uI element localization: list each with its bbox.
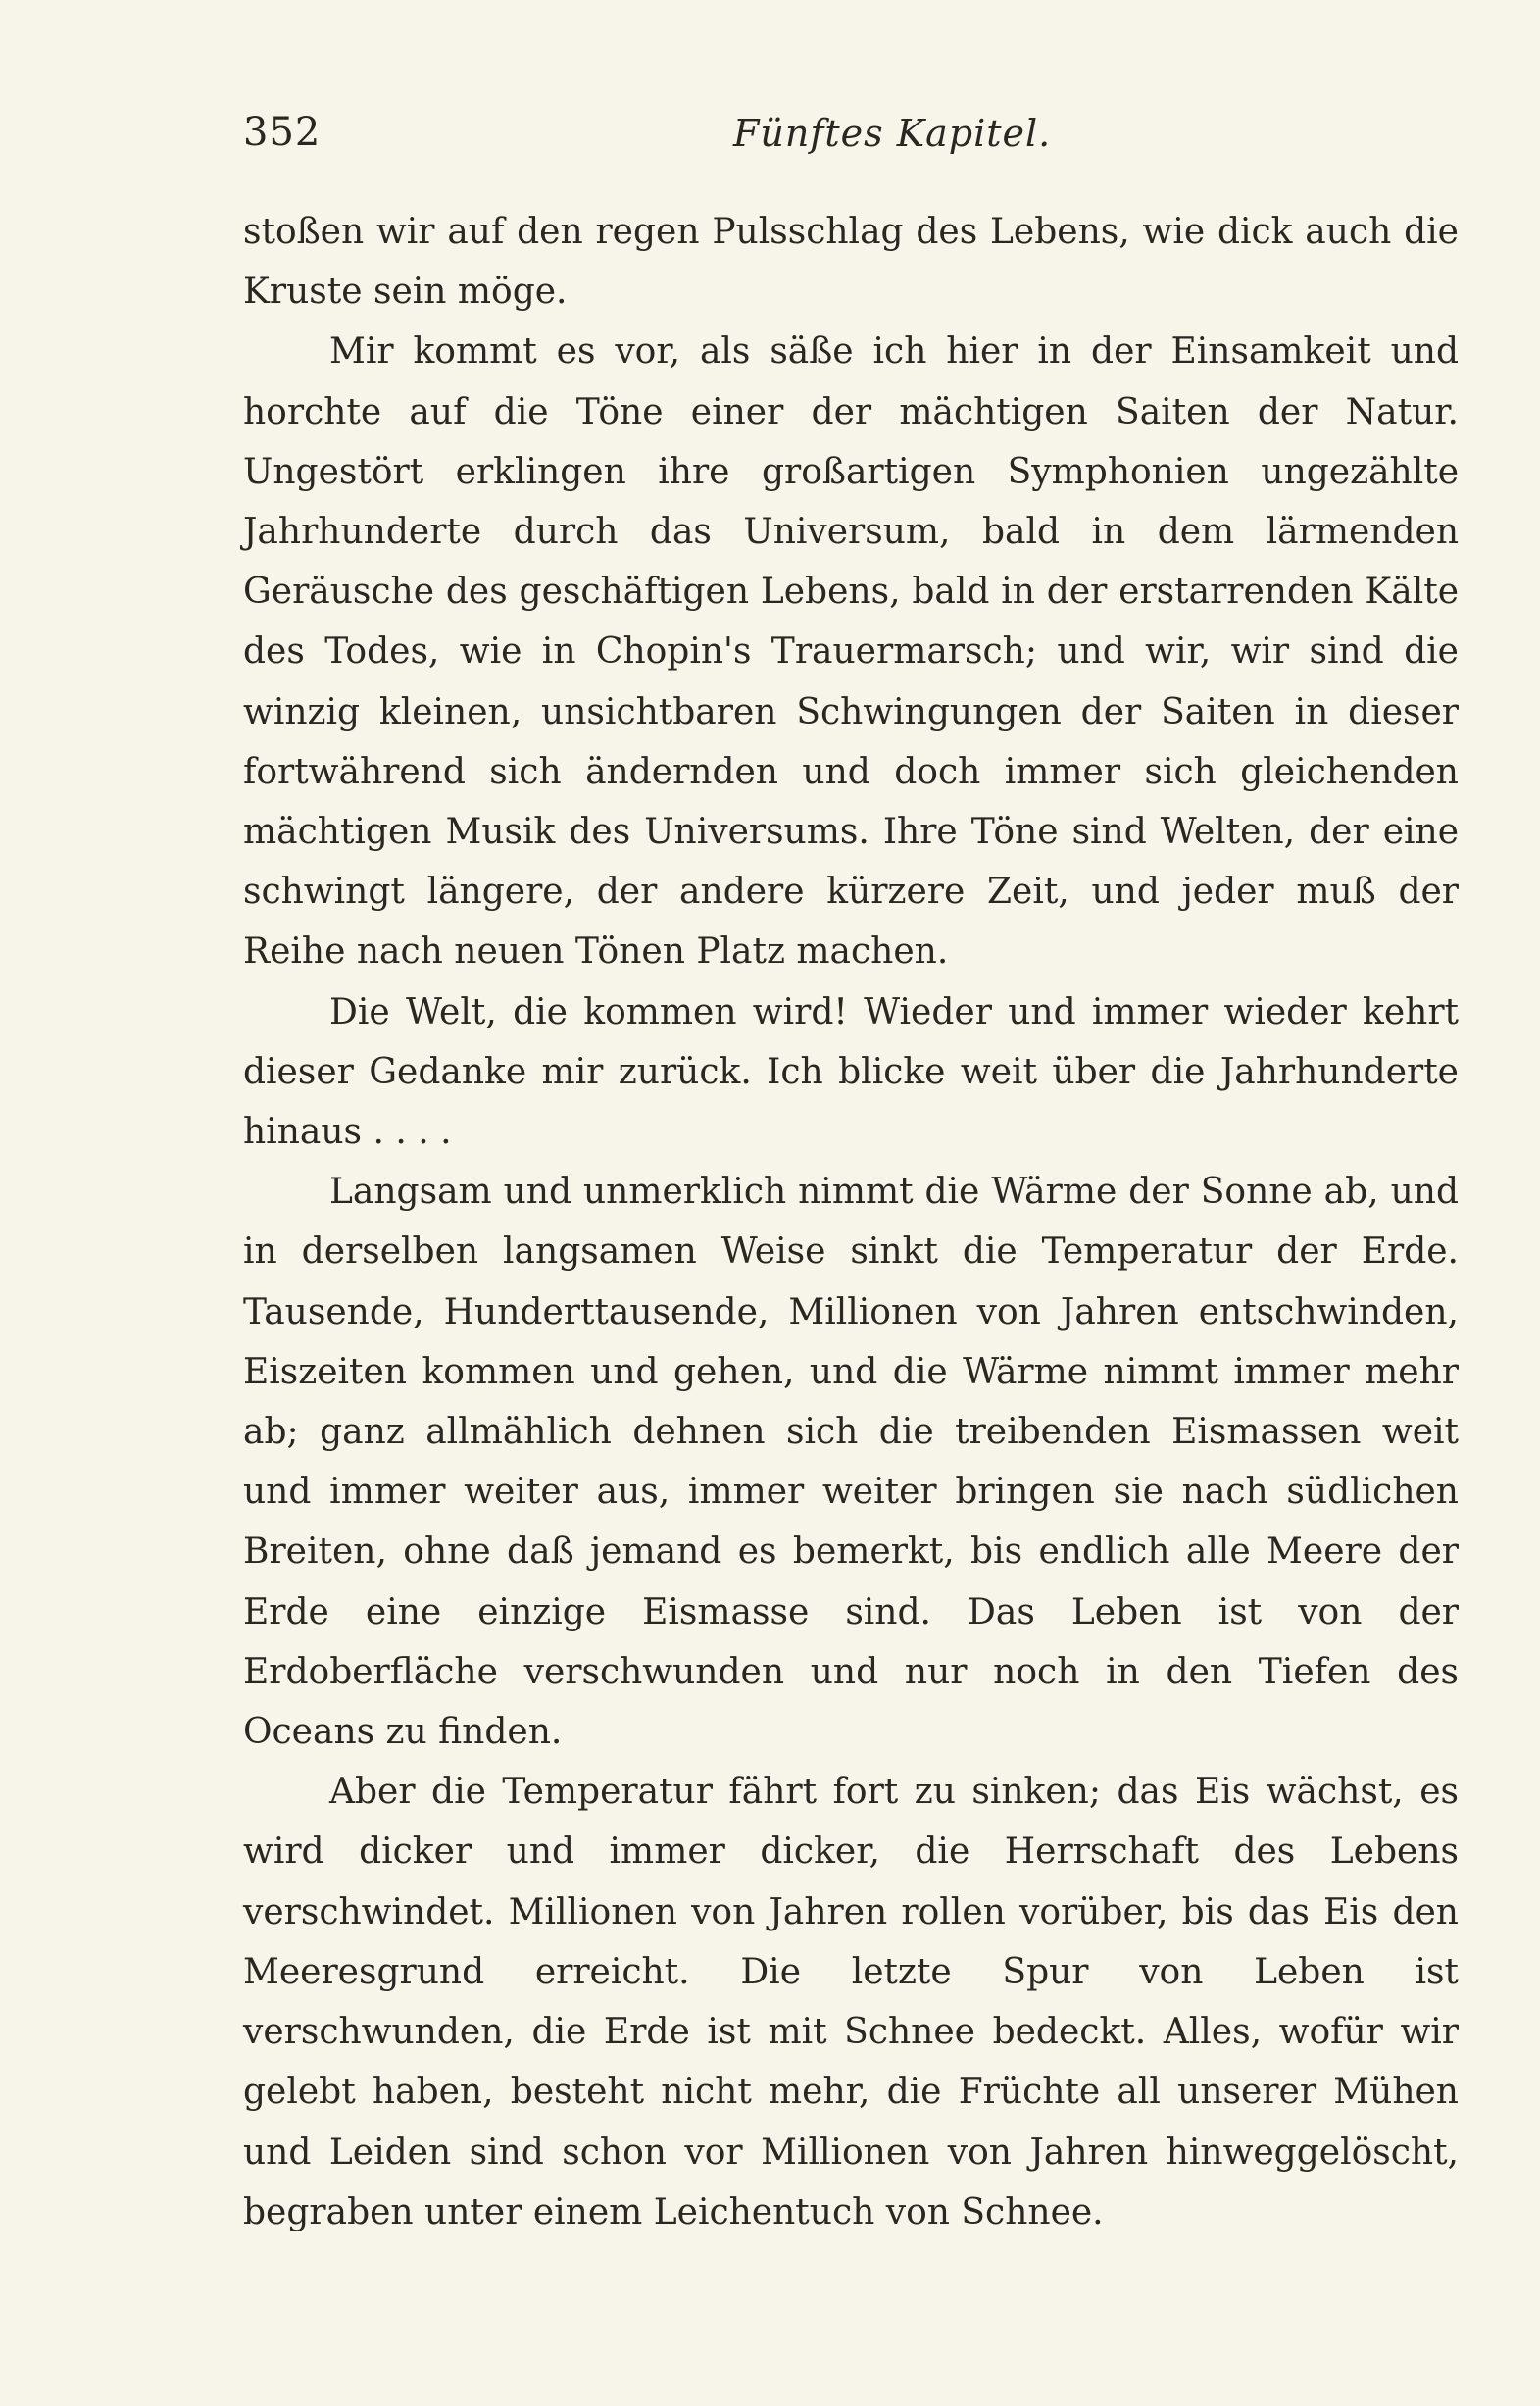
paragraph: Mir kommt es vor, als säße ich hier in der Einsamkeit und horchte auf die Töne einer der mächtigen Saiten der Natur. Ungestört erklingen ihre großartigen Symphonien ungezählte Jahrhunderte durch das Universum, bald in dem lärmenden Geräusche des geschäftigen Lebens, bald in der erstarrenden Kälte des Todes, wie in Chopin's Trauermarsch; und wir, wir sind die winzig kleinen, unsichtbaren Schwingungen der Saiten in dieser fortwährend sich ändernden und doch immer sich gleichenden mächtigen Musik des Universums. Ihre Töne sind Welten, der eine schwingt längere, der andere kürzere Zeit, und jeder muß der Reihe nach neuen Tönen Platz machen.: [243, 331, 1459, 973]
page-number: 352: [243, 110, 322, 155]
paragraph: Die Welt, die kommen wird! Wieder und immer wieder kehrt dieser Gedanke mir zurück. Ich blicke weit über die Jahrhunderte hinaus . . . .: [243, 991, 1459, 1153]
paragraph: Aber die Temperatur fährt fort zu sinken; das Eis wächst, es wird dicker und immer dicker, die Herrschaft des Lebens verschwindet. Millionen von Jahren rollen vorüber, bis das Eis den Meeresgrund erreicht. Die letzte Spur von Leben ist verschwunden, die Erde ist mit Schnee bedeckt. Alles, wofür wir gelebt haben, besteht nicht mehr, die Früchte all unserer Mühen und Leiden sind schon vor Millionen von Jahren hinweggelöscht, begraben unter einem Leichentuch von Schnee.: [243, 1772, 1459, 2232]
paragraph: Langsam und unmerklich nimmt die Wärme der Sonne ab, und in derselben langsamen Weise sinkt die Temperatur der Erde. Tausende, Hunderttausende, Millionen von Jahren entschwinden, Eiszeiten kommen und gehen, und die Wärme nimmt immer mehr ab; ganz allmählich dehnen sich die treibenden Eismassen weit und immer weiter aus, immer weiter bringen sie nach südlichen Breiten, ohne daß jemand es bemerkt, bis endlich alle Meere der Erde eine einzige Eismasse sind. Das Leben ist von der Erdoberfläche verschwunden und nur noch in den Tiefen des Oceans zu finden.: [243, 1172, 1459, 1753]
chapter-title: Fünftes Kapitel.: [733, 112, 1052, 155]
paragraph-continued: stoßen wir auf den regen Pulsschlag des Lebens, wie dick auch die Kruste sein möge.: [243, 212, 1459, 313]
running-head: [243, 110, 1459, 169]
body-text: [243, 202, 1459, 2242]
